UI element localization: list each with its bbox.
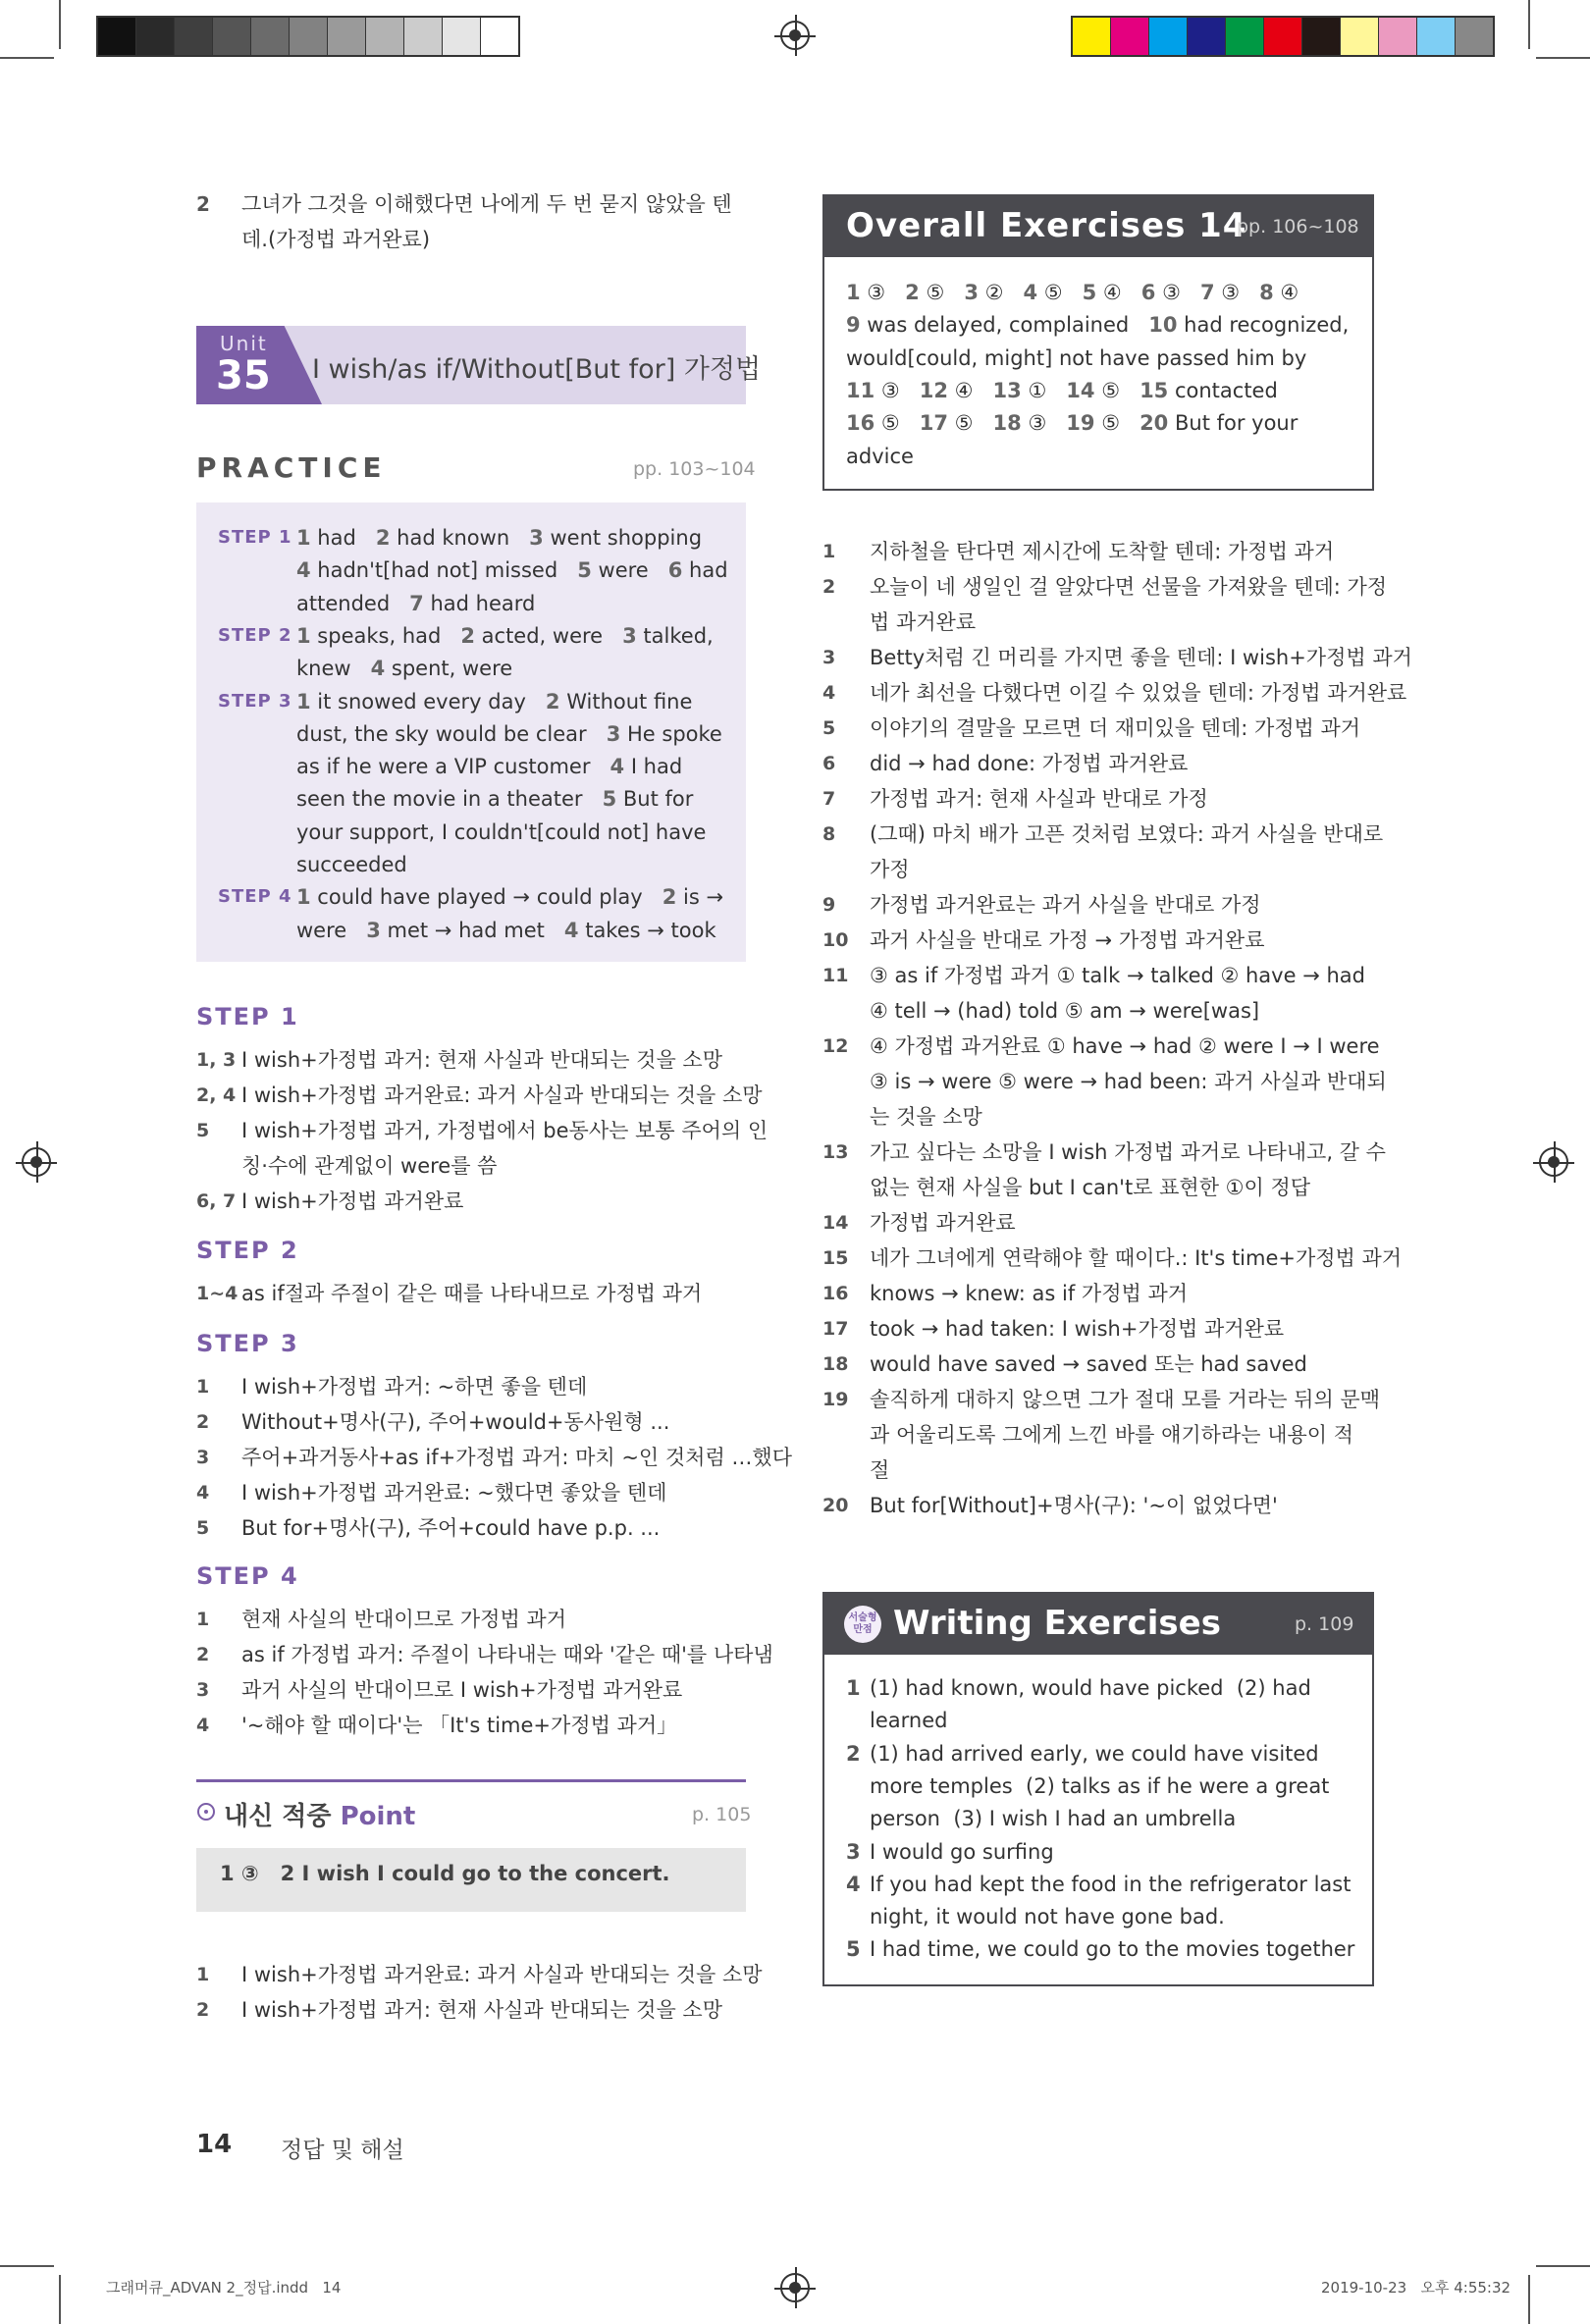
overall-answer-line: 9 was delayed, complained 10 had recognized,	[846, 313, 1350, 338]
unit-number: 35	[216, 353, 271, 398]
explanation-number: 19	[822, 1389, 849, 1410]
explanation-number: 3	[822, 647, 836, 668]
page-number: 14	[196, 2130, 233, 2159]
registration-mark-bottom	[780, 2273, 810, 2302]
unit-label: Unit	[220, 332, 268, 355]
explanation-number: 13	[822, 1141, 849, 1163]
writing-answer-line: I had time, we could go to the movies together	[870, 1937, 1355, 1962]
registration-mark-top	[780, 21, 810, 50]
swatch	[1302, 18, 1341, 55]
explanation-text: 과거 사실의 반대이므로 I wish+가정법 과거완료	[241, 1678, 683, 1702]
swatch	[404, 18, 443, 55]
overall-answer-line: advice	[846, 444, 914, 468]
explanation-text: Without+명사(구), 주어+would+동사원형 ...	[241, 1410, 670, 1434]
swatch	[98, 18, 136, 55]
practice-answer-line: 1 had 2 had known 3 went shopping	[296, 526, 703, 550]
process-color-bar	[1071, 16, 1495, 57]
point-divider	[196, 1779, 746, 1782]
swatch	[1111, 18, 1149, 55]
explanation-text: I wish+가정법 과거, 가정법에서 be동사는 보통 주어의 인	[241, 1119, 768, 1142]
explanation-number: 2, 4	[196, 1084, 237, 1106]
explanation-number: 1	[196, 1609, 210, 1630]
practice-step-label: STEP 4	[218, 886, 292, 908]
point-title	[224, 1796, 415, 1832]
explanation-text: I wish+가정법 과거완료: 과거 사실과 반대되는 것을 소망	[241, 1083, 763, 1107]
practice-answer-line: your support, I couldn't[could not] have	[296, 819, 707, 844]
gray-color-bar	[96, 16, 520, 57]
slug-filename: 그래머큐_ADVAN 2_정답.indd 14	[106, 2279, 342, 2297]
step-heading: STEP 4	[196, 1562, 299, 1590]
explanation-text: 없는 현재 사실을 but I can't로 표현한 ①이 정답	[870, 1176, 1311, 1199]
writing-answer-line: I would go surfing	[870, 1839, 1054, 1864]
target-icon	[197, 1803, 215, 1821]
practice-step-label: STEP 1	[218, 527, 292, 548]
practice-answer-line: knew 4 spent, were	[296, 657, 513, 681]
overall-exercises-pages: pp. 106~108	[1237, 216, 1359, 238]
overall-answer-line: 16 ⑤ 17 ⑤ 18 ③ 19 ⑤ 20 But for your	[846, 411, 1298, 436]
practice-answer-line: 4 hadn't[had not] missed 5 were 6 had	[296, 558, 728, 583]
swatch	[328, 18, 366, 55]
explanation-text: But for[Without]+명사(구): '~이 없었다면'	[870, 1494, 1278, 1517]
explanation-text: 과 어울리도록 그에게 느낀 바를 얘기하라는 내용이 적	[870, 1423, 1354, 1447]
point-title-kr: 내신 적중	[224, 1802, 332, 1831]
practice-answer-line: attended 7 had heard	[296, 591, 536, 615]
explanation-text: I wish+가정법 과거: 현재 사실과 반대되는 것을 소망	[241, 1048, 722, 1072]
explanation-text: 가정법 과거완료는 과거 사실을 반대로 가정	[870, 893, 1261, 917]
explanation-text: knows → knew: as if 가정법 과거	[870, 1282, 1189, 1305]
registration-mark-right	[1539, 1147, 1568, 1177]
overall-answer-line: 1 ③ 2 ⑤ 3 ② 4 ⑤ 5 ④ 6 ③ 7 ③ 8 ④	[846, 281, 1299, 304]
swatch	[1341, 18, 1379, 55]
step-heading: STEP 1	[196, 1003, 299, 1030]
explanation-text: 네가 그녀에게 연락해야 할 때이다.: It's time+가정법 과거	[870, 1246, 1403, 1270]
explanation-text: I wish+가정법 과거: ~하면 좋을 텐데	[241, 1375, 588, 1399]
explanation-text: Betty처럼 긴 머리를 가지면 좋을 텐데: I wish+가정법 과거	[870, 646, 1412, 669]
explanation-text: ④ tell → (had) told ⑤ am → were[was]	[870, 999, 1260, 1023]
swatch	[1379, 18, 1417, 55]
explanation-text: 는 것을 소망	[870, 1105, 982, 1129]
writing-exercises-pages: p. 109	[1295, 1613, 1354, 1635]
explanation-number: 4	[822, 682, 836, 704]
explanation-text: 과거 사실을 반대로 가정 → 가정법 과거완료	[870, 928, 1265, 952]
swatch	[1417, 18, 1456, 55]
explanation-text: 칭·수에 관계없이 were를 씀	[241, 1154, 498, 1178]
practice-answer-line: dust, the sky would be clear 3 He spoke	[296, 721, 722, 746]
explanation-text: 가정법 과거: 현재 사실과 반대로 가정	[870, 787, 1208, 811]
explanation-text: 가정법 과거완료	[870, 1211, 1016, 1235]
practice-pages: pp. 103~104	[633, 458, 756, 480]
explanation-number: 17	[822, 1318, 849, 1340]
explanation-number: 9	[822, 894, 836, 916]
practice-step-label: STEP 2	[218, 624, 292, 646]
explanation-text: as if 가정법 과거: 주절이 나타내는 때와 '같은 때'를 나타냄	[241, 1643, 773, 1666]
unit-banner	[196, 326, 762, 404]
explanation-number: 1~4	[196, 1283, 238, 1304]
registration-mark-left	[22, 1147, 51, 1177]
step-heading: STEP 2	[196, 1237, 299, 1264]
explanation-number: 1	[196, 1964, 210, 1985]
step-heading: STEP 3	[196, 1330, 299, 1357]
explanation-text: 솔직하게 대하지 않으면 그가 절대 모를 거라는 뒤의 문맥	[870, 1388, 1380, 1411]
explanation-text: 네가 최선을 다했다면 이길 수 있었을 텐데: 가정법 과거완료	[870, 681, 1407, 705]
explanation-number: 10	[822, 929, 849, 951]
writing-answer-line: If you had kept the food in the refrigerator last	[870, 1872, 1352, 1896]
explanation-number: 6	[822, 753, 836, 774]
explanation-number: 15	[822, 1247, 849, 1269]
explanation-text: 법 과거완료	[870, 610, 977, 634]
swatch	[1226, 18, 1264, 55]
explanation-number: 2	[822, 576, 836, 598]
explanation-number: 8	[822, 823, 836, 845]
explanation-text: ③ is → were ⑤ were → had been: 과거 사실과 반대되	[870, 1070, 1387, 1093]
writing-answer-line: learned	[870, 1709, 948, 1733]
overall-answer-line: would[could, might] not have passed him by	[846, 345, 1307, 370]
explanation-text: as if절과 주절이 같은 때를 나타내므로 가정법 과거	[241, 1282, 703, 1305]
explanation-text: 오늘이 네 생일인 걸 알았다면 선물을 가져왔을 텐데: 가정	[870, 575, 1388, 599]
explanation-text: I wish+가정법 과거완료	[241, 1189, 464, 1213]
practice-answer-line: succeeded	[296, 853, 407, 876]
explanation-text: I wish+가정법 과거완료: 과거 사실과 반대되는 것을 소망	[241, 1963, 763, 1986]
writing-answer-line: person (3) I wish I had an umbrella	[870, 1807, 1237, 1831]
explanation-number: 20	[822, 1495, 849, 1516]
writing-exercises-header	[822, 1592, 1374, 1655]
explanation-number: 4	[196, 1715, 210, 1736]
explanation-text: did → had done: 가정법 과거완료	[870, 752, 1189, 775]
explanation-text: ③ as if 가정법 과거 ① talk → talked ② have → had	[870, 964, 1365, 987]
explanation-number: 1	[822, 541, 836, 562]
practice-step-label: STEP 3	[218, 690, 292, 712]
explanation-text: I wish+가정법 과거: 현재 사실과 반대되는 것을 소망	[241, 1998, 722, 2022]
swatch	[1149, 18, 1188, 55]
explanation-number: 1	[196, 1376, 210, 1398]
explanation-text: would have saved → saved 또는 had saved	[870, 1352, 1307, 1376]
writing-number: 3	[846, 1839, 861, 1864]
explanation-text: 주어+과거동사+as if+가정법 과거: 마치 ~인 것처럼 …했다	[241, 1446, 792, 1469]
explanation-number: 3	[196, 1447, 210, 1468]
explanation-number: 16	[822, 1283, 849, 1304]
practice-answer-line: 1 speaks, had 2 acted, were 3 talked,	[296, 623, 714, 648]
explanation-number: 12	[822, 1035, 849, 1057]
swatch	[1456, 18, 1493, 55]
writing-answer-line: (1) had arrived early, we could have visited	[870, 1741, 1319, 1766]
explanation-text: 가고 싶다는 소망을 I wish 가정법 과거로 나타내고, 갈 수	[870, 1140, 1386, 1164]
practice-answer-line: were 3 met → had met 4 takes → took	[296, 918, 716, 942]
practice-title: PRACTICE	[196, 451, 387, 484]
writing-answer-line: more temples (2) talks as if he were a great	[870, 1773, 1330, 1798]
explanation-text: took → had taken: I wish+가정법 과거완료	[870, 1317, 1285, 1341]
footer-label: 정답 및 해설	[281, 2138, 404, 2163]
swatch	[1188, 18, 1226, 55]
point-pages: p. 105	[692, 1804, 752, 1825]
explanation-text: 지하철을 탄다면 제시간에 도착할 텐데: 가정법 과거	[870, 540, 1335, 563]
swatch	[213, 18, 251, 55]
swatch	[251, 18, 290, 55]
explanation-number: 2	[196, 1999, 210, 2021]
explanation-number: 18	[822, 1353, 849, 1375]
swatch	[366, 18, 404, 55]
writing-exercises-title: Writing Exercises	[893, 1604, 1221, 1643]
slug-timestamp: 2019-10-23 오후 4:55:32	[1321, 2279, 1511, 2297]
explanation-number: 11	[822, 965, 849, 986]
point-title-en: Point	[340, 1802, 416, 1831]
swatch	[1073, 18, 1111, 55]
writing-number: 2	[846, 1741, 861, 1766]
unit-title: I wish/as if/Without[But for] 가정법	[312, 354, 762, 385]
explanation-number: 6, 7	[196, 1190, 237, 1212]
explanation-number: 1, 3	[196, 1049, 237, 1071]
explanation-text: 가정	[870, 858, 910, 881]
explanation-number: 5	[196, 1517, 210, 1539]
swatch	[136, 18, 175, 55]
writing-answer-line: (1) had known, would have picked (2) had	[870, 1676, 1311, 1700]
overall-exercises-title: Overall Exercises 14	[846, 206, 1247, 245]
swatch	[1264, 18, 1302, 55]
point-answer: 1 ③ 2 I wish I could go to the concert.	[220, 1862, 670, 1885]
explanation-text: '~해야 할 때이다'는 「It's time+가정법 과거」	[241, 1714, 678, 1737]
explanation-text: 절	[870, 1458, 890, 1482]
explanation-number: 7	[822, 788, 836, 810]
practice-answer-line: seen the movie in a theater 5 But for	[296, 787, 694, 812]
explanation-number: 5	[196, 1120, 210, 1141]
writing-number: 1	[846, 1676, 861, 1700]
writing-badge: 서술형 만점	[844, 1606, 881, 1643]
writing-number: 4	[846, 1872, 861, 1896]
overall-answer-line: 11 ③ 12 ④ 13 ① 14 ⑤ 15 contacted	[846, 378, 1278, 402]
swatch	[175, 18, 213, 55]
explanation-number: 3	[196, 1679, 210, 1701]
explanation-text: But for+명사(구), 주어+could have p.p. ...	[241, 1516, 661, 1540]
explanation-number: 2	[196, 1411, 210, 1433]
explanation-text: (그때) 마치 배가 고픈 것처럼 보였다: 과거 사실을 반대로	[870, 822, 1384, 846]
explanation-text: 이야기의 결말을 모르면 더 재미있을 텐데: 가정법 과거	[870, 716, 1361, 740]
swatch	[290, 18, 328, 55]
swatch	[443, 18, 481, 55]
explanation-number: 5	[822, 717, 836, 739]
practice-answer-line: 1 it snowed every day 2 Without fine	[296, 689, 693, 713]
explanation-number: 14	[822, 1212, 849, 1234]
explanation-text: ④ 가정법 과거완료 ① have → had ② were I → I were	[870, 1034, 1380, 1058]
practice-answer-line: as if he were a VIP customer 4 I had	[296, 755, 683, 779]
explanation-text: 현재 사실의 반대이므로 가정법 과거	[241, 1608, 566, 1631]
writing-answer-line: night, it would not have gone bad.	[870, 1905, 1225, 1929]
overall-exercises-header	[822, 194, 1374, 257]
practice-answer-line: 1 could have played → could play 2 is →	[296, 885, 724, 910]
explanation-text: I wish+가정법 과거완료: ~했다면 좋았을 텐데	[241, 1481, 667, 1505]
writing-number: 5	[846, 1937, 861, 1962]
swatch	[481, 18, 518, 55]
explanation-number: 4	[196, 1482, 210, 1504]
intro-item: 2 그녀가 그것을 이해했다면 나에게 두 번 묻지 않았을 텐 데.(가정법 과거완료)	[196, 192, 732, 251]
explanation-number: 2	[196, 1644, 210, 1665]
